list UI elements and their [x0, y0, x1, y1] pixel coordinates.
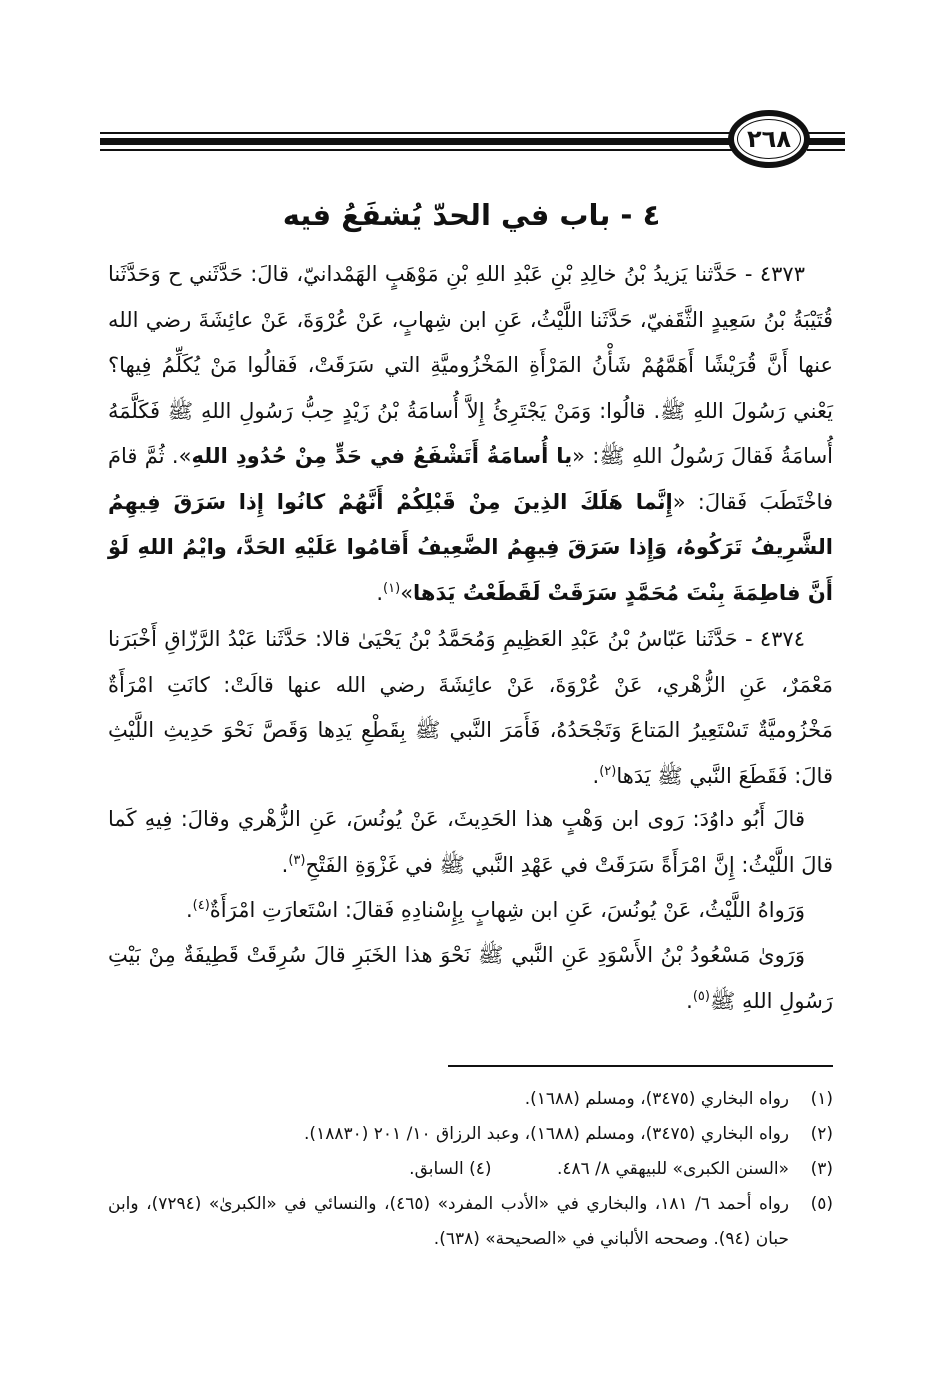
hadith-text: .: [686, 988, 693, 1013]
footnote-inline: [409, 1152, 491, 1187]
page-header-ornament: [100, 108, 845, 168]
footnote-number: (٣): [810, 1159, 833, 1179]
footnote-ref[interactable]: (٤): [192, 898, 210, 913]
footnote-number: (٥): [810, 1194, 833, 1214]
footnote-number: (٢): [810, 1124, 833, 1144]
hadith-text: .: [185, 898, 193, 922]
hadith-text: .: [281, 852, 289, 877]
hadith-paragraph: [108, 797, 833, 888]
hadith-text: ٤٣٧٣ - حَدَّثنا يَزيدُ بْنُ خالِدِ بْنِ عَبْدِ اللهِ بْنِ مَوْهَبٍ الهَمْدانيّ، قالَ: حَدَّثَني ح وَحَدَّثَنا قُتَيْبَةُ بْنُ سَعِيدٍ الثَّقَفيّ، حَدَّثَنا اللَّيْثُ، عَنِ ابن شِهابٍ، عَنْ عُرْوَةَ، عَنْ عائِشَةَ رضي الله عنها أَنَّ قُرَيْشًا أَهَمَّهُمْ شَأْنُ المَرْأَةِ المَخْزُوميَّةِ التي سَرَقَتْ، فَقالُوا مَنْ يُكَلِّمُ فِيها؟ يَعْني رَسُولَ اللهِ ﷺ. قالُوا: وَمَنْ يَجْتَرِئُ إِلاَّ أُسامَةُ بْنُ زَيْدٍ حِبُّ رَسُولِ اللهِ ﷺ فَكَلَّمَهُ أُسامَةُ فَقالَ رَسُولُ اللهِ ﷺ: «: [108, 262, 834, 468]
header-rule: [100, 138, 767, 145]
footnote: [108, 1187, 833, 1257]
footnote-number: (٤): [469, 1159, 492, 1179]
footnote-text: رواه البخاري (٣٤٧٥)، ومسلم (١٦٨٨)، وعبد الرزاق ١٠/ ٢٠١ (١٨٨٣٠).: [304, 1124, 789, 1144]
chapter-title: ٤ - باب في الحدّ يُشفَعُ فيه: [282, 198, 661, 232]
header-rule: [807, 138, 845, 145]
hadith-paragraph: [108, 617, 833, 799]
footnote-ref[interactable]: (٣): [288, 852, 306, 868]
footnote-ref[interactable]: (٢): [599, 763, 617, 779]
hadith-text: .: [592, 763, 600, 788]
hadith-text: .: [376, 580, 384, 605]
hadith-text: »: [400, 580, 414, 605]
hadith-text: ٤٣٧٤ - حَدَّثَنا عَبّاسُ بْنُ عَبْدِ العَظِيمِ وَمُحَمَّدُ بْنُ يَحْيَىٰ قالا: حَدَّثَنا عَبْدُ الرَّزّاقِ أَخْبَرَنا مَعْمَرٌ، عَنِ الزُّهْري، عَنْ عُرْوَةَ، عَنْ عائِشَةَ رضي الله عنها قالَتْ: كانَتِ امْرَأَةٌ مَخْزُوميَّةٌ تَسْتَعِيرُ المَتاعَ وَتَجْحَدُهُ، فَأَمَرَ النَّبي ﷺ بِقَطْعِ يَدِها وَقَصَّ نَحْوَ حَدِيثِ اللَّيْثِ قالَ: فَقَطَعَ النَّبي ﷺ يَدَها: [108, 627, 833, 788]
footnote: [108, 1117, 833, 1152]
hadith-text: وَرَواهُ اللَّيْثُ، عَنْ يُونُسَ، عَنِ ابن شِهابٍ بِإِسْنادِهِ فَقالَ: اسْتَعارَتِ امْرَأَةٌ: [209, 898, 805, 922]
footnote: [108, 1152, 833, 1187]
header-rule: [807, 149, 845, 151]
header-rule: [807, 132, 845, 134]
footnotes: [108, 1082, 833, 1257]
hadith-quote: إِنَّما هَلَكَ الذِينَ مِنْ قَبْلِكُمْ أَنَّهُمْ كانُوا إِذا سَرَقَ فِيهِمُ الشَّرِيفُ تَرَكُوهُ، وَإِذا سَرَقَ فِيهِمُ الضَّعِيفُ أَقامُوا عَلَيْهِ الحَدَّ، وايْمُ اللهِ لَوْ أَنَّ فاطِمَةَ بِنْتَ مُحَمَّدٍ سَرَقَتْ لَقَطَعْتُ يَدَها: [108, 489, 833, 605]
hadith-text: قالَ أَبُو داوُدَ: رَوى ابن وَهْبٍ هذا الحَدِيثَ، عَنْ يُونُسَ، عَنِ الزُّهْري وقالَ: فِيهِ كَما قالَ اللَّيْثُ: إِنَّ امْرَأَةً سَرَقَتْ في عَهْدِ النَّبي ﷺ في غَزْوَةِ الفَتْحِ: [108, 807, 833, 877]
hadith-paragraph: [108, 252, 833, 616]
hadith-paragraph: [108, 933, 833, 1024]
header-rule: [100, 149, 767, 151]
hadith-paragraph: [108, 888, 833, 934]
footnote-text: رواه أحمد ٦/ ١٨١، والبخاري في «الأدب المفرد» (٤٦٥)، والنسائي في «الكبرىٰ» (٧٢٩٤)، وابن حبان (٩٤). وصححه الألباني في «الصحيحة» (٦٣٨).: [108, 1194, 789, 1249]
footnote-ref[interactable]: (١): [383, 580, 401, 596]
header-rule: [100, 132, 767, 134]
footnote-text: رواه البخاري (٣٤٧٥)، ومسلم (١٦٨٨).: [524, 1089, 789, 1109]
footnote-ref[interactable]: (٥): [692, 988, 710, 1004]
footnote-divider: [448, 1065, 833, 1067]
hadith-text: وَرَوىٰ مَسْعُودُ بْنُ الأَسْوَدِ عَنِ النَّبي ﷺ نَحْوَ هذا الخَبَرِ قالَ سُرِقَتْ قَطِيفَةٌ مِنْ بَيْتِ رَسُولِ اللهِ ﷺ: [108, 943, 833, 1013]
footnote: [108, 1082, 833, 1117]
page-number-badge: [728, 110, 810, 168]
footnote-number: (١): [810, 1089, 833, 1109]
footnote-text: السابق.: [409, 1159, 464, 1179]
page-number: ٢٦٨: [747, 125, 791, 153]
hadith-text: ». ثُمَّ قامَ فاخْتَطَبَ فَقالَ: «: [108, 444, 833, 514]
footnote-text: «السنن الكبرى» للبيهقي ٨/ ٤٨٦.: [556, 1159, 789, 1179]
hadith-quote: يا أُسامَةُ أَتَشْفَعُ في حَدٍّ مِنْ حُدُودِ اللهِ: [191, 444, 573, 468]
